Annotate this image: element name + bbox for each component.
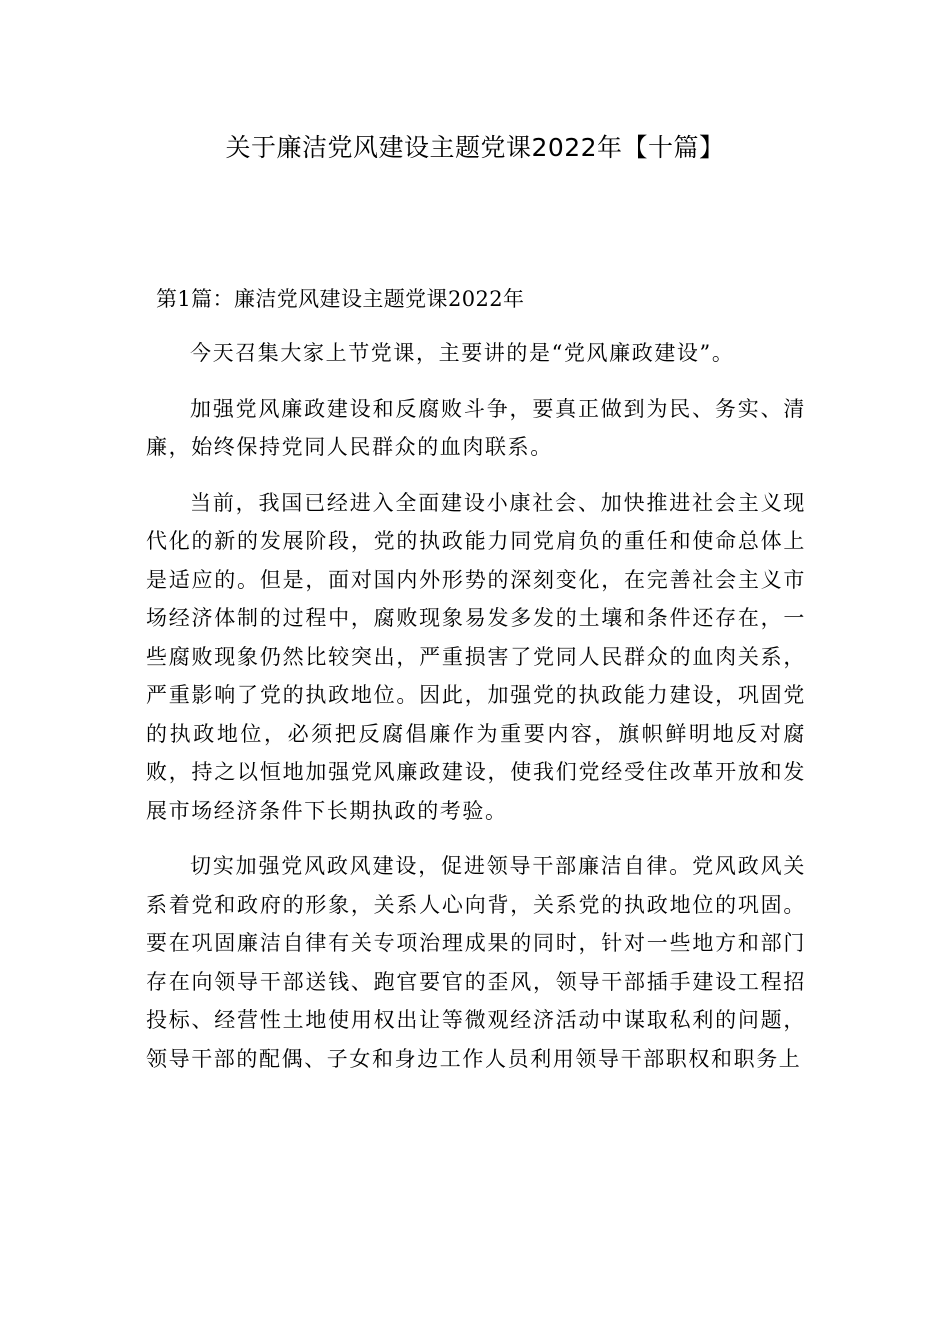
paragraph-3: 当前，我国已经进入全面建设小康社会、加快推进社会主义现代化的新的发展阶段，党的执政能力同党肩负的重任和使命总体上是适应的。但是，面对国内外形势的深刻变化，在完善社会主义市场经济体制的过程中，腐败现象易发多发的土壤和条件还存在，一些腐败现象仍然比较突出，严重损害了党同人民群众的血肉关系，严重影响了党的执政地位。因此，加强党的执政能力建设，巩固党的执政地位，必须把反腐倡廉作为重要内容，旗帜鲜明地反对腐败，持之以恒地加强党风廉政建设，使我们党经受住改革开放和发展市场经济条件下长期执政的考验。 — [146, 490, 806, 823]
section-heading: 第1篇：廉洁党风建设主题党课2022年 — [156, 287, 525, 311]
paragraph-4: 切实加强党风政风建设，促进领导干部廉洁自律。党风政风关系着党和政府的形象，关系人心向背，关系党的执政地位的巩固。要在巩固廉洁自律有关专项治理成果的同时，针对一些地方和部门存在向领导干部送钱、跑官要官的歪风，领导干部插手建设工程招投标、经营性土地使用权出让等微观经济活动中谋取私利的问题，领导干部的配偶、子女和身边工作人员利用领导干部职权和职务上 — [146, 854, 806, 1071]
document-title: 关于廉洁党风建设主题党课2022年【十篇】 — [225, 133, 725, 162]
paragraph-2: 加强党风廉政建设和反腐败斗争，要真正做到为民、务实、清廉，始终保持党同人民群众的血肉联系。 — [146, 396, 806, 459]
paragraph-1: 今天召集大家上节党课，主要讲的是“党风廉政建设”。 — [190, 341, 735, 365]
document-body — [146, 281, 806, 1095]
